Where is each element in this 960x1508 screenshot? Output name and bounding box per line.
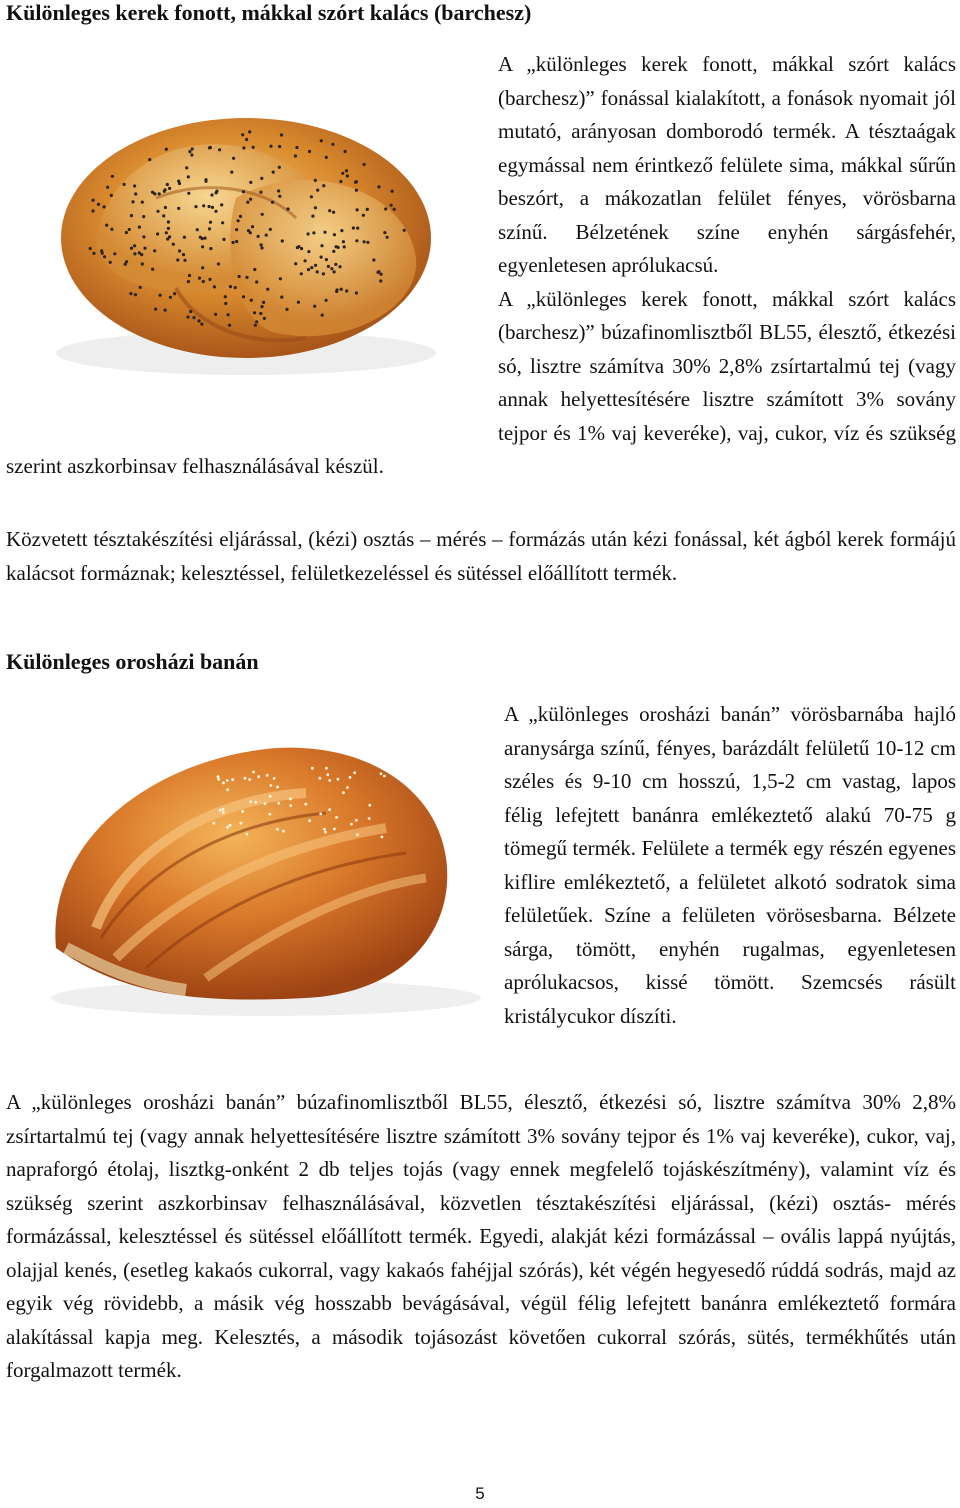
banan-photo <box>6 698 498 1038</box>
section-title-orosházi-banán: Különleges orosházi banán <box>6 649 259 674</box>
barchesz-description-block <box>6 48 956 484</box>
barchesz-ingredients-paragraph: A „különleges kerek fonott, mákkal szórt kalács (barchesz)” búzafinomlisztből BL55, élesztő, étkezési só, lisztre számítva 30% 2,8% zsírtartalmú tej (vagy annak helyettesítésére lisztre számított 3% sovány tejpor és 1% vaj keveréke), vaj, cukor, víz és szükség szerint aszkorbinsav felhasználásával készül. <box>6 286 956 478</box>
barchesz-photo <box>6 48 492 418</box>
banan-description-block <box>6 698 956 1038</box>
page-number: 5 <box>475 1484 485 1503</box>
glazed-banana-pastry-image <box>6 698 498 1038</box>
barchesz-appearance-paragraph: A „különleges kerek fonott, mákkal szórt kalács (barchesz)” fonással kialakított, a fonások nyomait jól mutató, arányosan domborodó termék. A tésztaágak egymással nem érintkező felülete sima, mákkal sűrűn beszórt, a mákozatlan felület fényes, vörösbarna színű. Bélzetének színe enyhén sárgásfehér, egyenletesen aprólukacsú. <box>498 52 956 277</box>
barchesz-process-paragraph: Közvetett tésztakészítési eljárással, (kézi) osztás – mérés – formázás után kézi fonással, két ágból kerek formájú kalácsot formáznak; kelesztéssel, felületkezeléssel és sütéssel előállított termék. <box>6 527 956 585</box>
banan-ingredients-process-paragraph: A „különleges orosházi banán” búzafinomlisztből BL55, élesztő, étkezési só, lisztre számítva 30% 2,8% zsírtartalmú tej (vagy annak helyettesítésére lisztre számított 3% sovány tejpor és 1% vaj keveréke), cukor, vaj, napraforgó étolaj, lisztkg-onként 2 db teljes tojás (vagy ennek megfelelő tojáskészítmény), valamint víz és szükség szerint aszkorbinsav felhasználásával, közvetlen tésztakészítési eljárással, (kézi) osztás- mérés formázással, kelesztéssel és sütéssel előállított termék. Egyedi, alakját kézi formázással – ovális lappá nyújtás, olajjal kenés, (esetleg kakaós cukorral, vagy kakaós fahéjjal szórás), két végén hegyesedő rúddá sodrás, majd az egyik vég rövidebb, a másik vég hosszabb bevágásával, végül félig lefejtett banánra emlékeztető formára alakítással kapja meg. Kelesztés, a második tojásozást követően cukorral szórás, sütés, termékhűtés után forgalmazott termék. <box>6 1090 956 1382</box>
section-title-barchesz: Különleges kerek fonott, mákkal szórt kalács (barchesz) <box>6 0 532 25</box>
braided-poppy-seed-bread-image <box>6 48 492 418</box>
banan-appearance-paragraph: A „különleges orosházi banán” vörösbarnába hajló aranysárga színű, fényes, barázdált felületű 10-12 cm széles és 9-10 cm hosszú, 1,5-2 cm vastag, lapos félig lefejtett banánra emlékeztető alakú 70-75 g tömegű termék. Felülete a termék egy részén egyenes kiflire emlékeztető, a felületet alkotó sodratok sima felületűek. Színe a felületen vörösesbarna. Bélzete sárga, tömött, enyhén rugalmas, egyenletesen aprólukacsos, kissé tömött. Szemcsés rásült kristálycukor díszíti. <box>504 702 956 1028</box>
